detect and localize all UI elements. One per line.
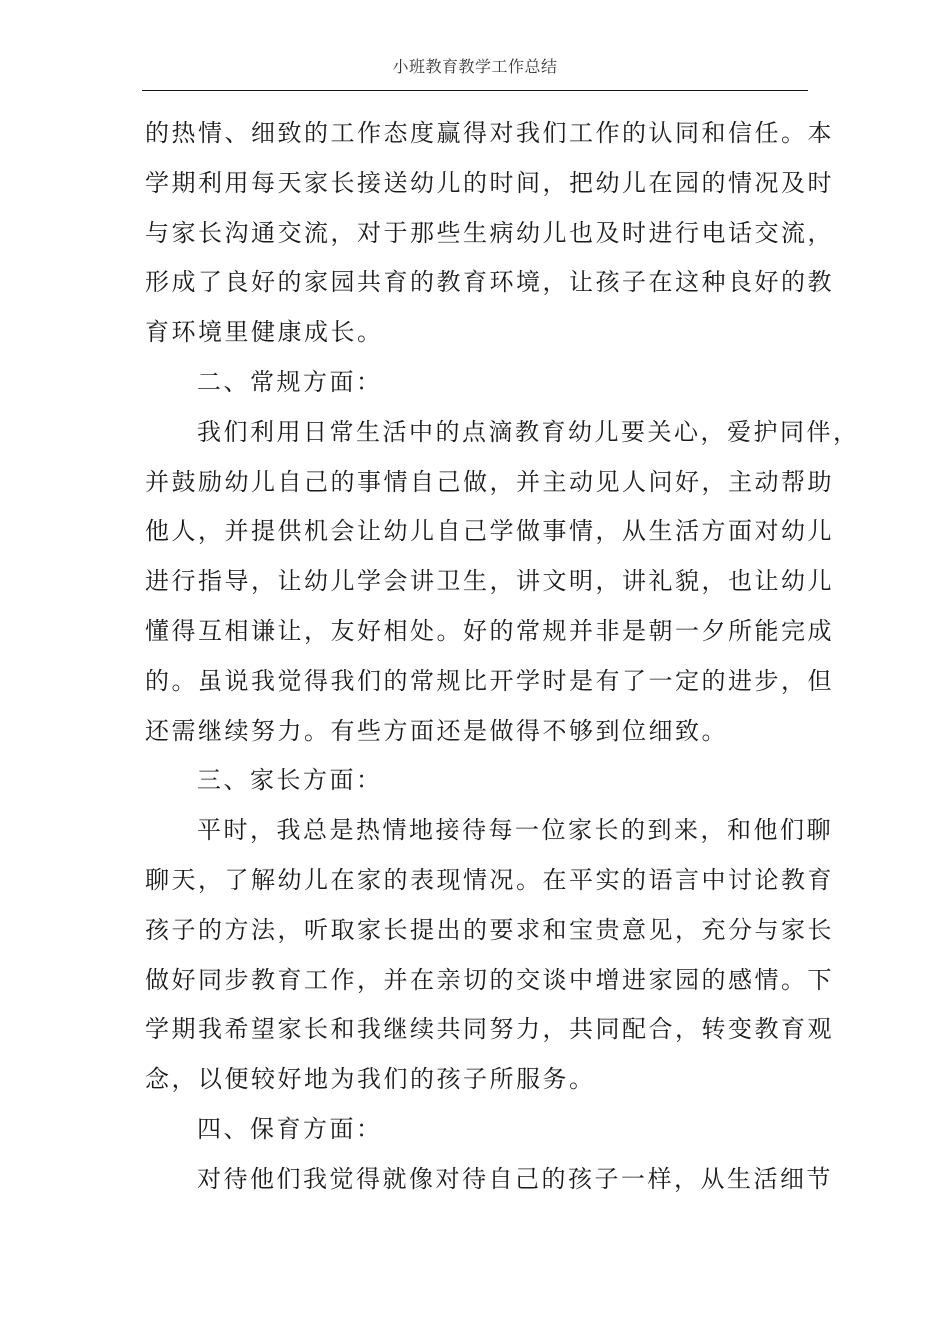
page-header-title: 小班教育教学工作总结 [392,57,558,76]
body-line: 对待他们我觉得就像对待自己的孩子一样，从生活细节 [197,1164,833,1193]
body-line: 孩子的方法，听取家长提出的要求和宝贵意见，充分与家长 [145,915,834,944]
section-heading-routine: 二、常规方面： [197,367,383,396]
section-heading-care: 四、保育方面： [197,1114,383,1143]
body-line: 学期利用每天家长接送幼儿的时间，把幼儿在园的情况及时 [145,168,834,197]
body-line: 育环境里健康成长。 [145,318,384,347]
body-line: 形成了良好的家园共育的教育环境，让孩子在这种良好的教 [145,268,834,297]
header-divider [142,90,808,91]
body-line: 念，以便较好地为我们的孩子所服务。 [145,1065,596,1094]
document-body [145,109,860,1205]
body-line: 我们利用日常生活中的点滴教育幼儿要关心，爱护同伴， [197,417,860,446]
body-line: 的热情、细致的工作态度赢得对我们工作的认同和信任。本 [145,119,834,147]
body-line: 的。虽说我觉得我们的常规比开学时是有了一定的进步，但 [145,666,834,695]
body-line: 他人，并提供机会让幼儿自己学做事情，从生活方面对幼儿 [145,517,834,546]
body-line: 并鼓励幼儿自己的事情自己做，并主动见人问好，主动帮助 [145,467,834,496]
body-line: 平时，我总是热情地接待每一位家长的到来，和他们聊 [197,816,833,845]
body-line: 聊天，了解幼儿在家的表现情况。在平实的语言中讨论教育 [145,865,834,894]
body-line: 做好同步教育工作，并在亲切的交谈中增进家园的感情。下 [145,965,834,994]
body-line: 进行指导，让幼儿学会讲卫生，讲文明，讲礼貌，也让幼儿 [145,567,834,596]
section-heading-parents: 三、家长方面： [197,766,383,795]
body-line: 还需继续努力。有些方面还是做得不够到位细致。 [145,716,728,745]
body-line: 与家长沟通交流，对于那些生病幼儿也及时进行电话交流， [145,218,834,247]
body-line: 学期我希望家长和我继续共同努力，共同配合，转变教育观 [145,1015,834,1044]
body-line: 懂得互相谦让，友好相处。好的常规并非是朝一夕所能完成 [145,616,834,645]
